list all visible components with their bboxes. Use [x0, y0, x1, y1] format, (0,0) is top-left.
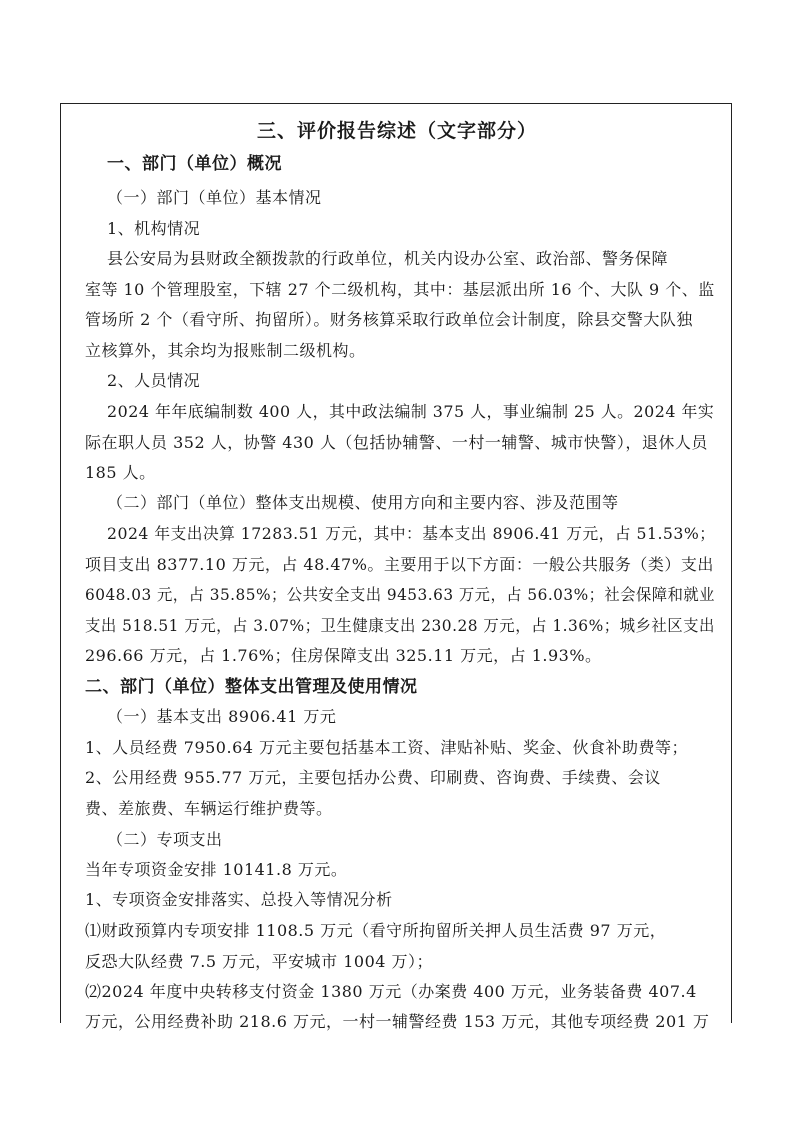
paragraph-line: ⑵2024 年度中央转移支付资金 1380 万元（办案费 400 万元，业务装备费 407.4: [85, 982, 697, 1001]
paragraph-line: 项目支出 8377.10 万元，占 48.47%。主要用于以下方面：一般公共服务（类）支出: [85, 555, 714, 574]
paragraph-line: ⑴财政预算内专项安排 1108.5 万元（看守所拘留所关押人员生活费 97 万元，: [85, 921, 667, 940]
paragraph-line: 6048.03 元，占 35.85%；公共安全支出 9453.63 万元，占 56.03%；社会保障和就业: [85, 585, 715, 604]
subheading-basic-info: （一）部门（单位）基本情况: [107, 188, 322, 207]
subheading-special-expenditure: （二）专项支出: [107, 830, 223, 849]
paragraph-line: 反恐大队经费 7.5 万元，平安城市 1004 万）；: [85, 952, 434, 971]
subheading-expenditure-scale: （二）部门（单位）整体支出规模、使用方向和主要内容、涉及范围等: [107, 493, 619, 512]
paragraph-line: 2、公用经费 955.77 万元，主要包括办公费、印刷费、咨询费、手续费、会议: [85, 768, 661, 787]
heading-expenditure-management: 二、部门（单位）整体支出管理及使用情况: [85, 677, 418, 697]
paragraph-line: 立核算外，其余均为报账制二级机构。: [85, 341, 366, 360]
report-frame: [60, 103, 732, 1031]
paragraph-line: 管场所 2 个（看守所、拘留所）。财务核算采取行政单位会计制度，除县交警大队独: [85, 310, 693, 329]
section-title: 三、评价报告综述（文字部分）: [256, 120, 537, 142]
paragraph-line: 2024 年年底编制数 400 人，其中政法编制 375 人，事业编制 25 人。2024 年实: [107, 402, 715, 421]
paragraph-line: 185 人。: [85, 463, 156, 482]
subheading-fund-analysis: 1、专项资金安排落实、总投入等情况分析: [85, 890, 393, 909]
paragraph-line: 支出 518.51 万元，占 3.07%；卫生健康支出 230.28 万元，占 1.36%；城乡社区支出: [85, 616, 715, 635]
paragraph-line: 296.66 万元，占 1.76%；住房保障支出 325.11 万元，占 1.93%。: [85, 646, 602, 665]
paragraph-line: 费、差旅费、车辆运行维护费等。: [85, 799, 333, 818]
subheading-staff: 2、人员情况: [107, 371, 201, 390]
paragraph-line: 际在职人员 352 人，协警 430 人（包括协辅警、一村一辅警、城市快警），退休人员: [85, 433, 708, 452]
paragraph-line: 1、人员经费 7950.64 万元主要包括基本工资、津贴补贴、奖金、伙食补助费等；: [85, 738, 689, 757]
subheading-basic-expenditure: （一）基本支出 8906.41 万元: [107, 707, 337, 726]
paragraph-line: 2024 年支出决算 17283.51 万元，其中：基本支出 8906.41 万元，占 51.53%；: [107, 524, 716, 543]
subheading-org: 1、机构情况: [107, 219, 201, 238]
paragraph-line: 县公安局为县财政全额拨款的行政单位，机关内设办公室、政治部、警务保障: [107, 249, 669, 268]
paragraph-line: 当年专项资金安排 10141.8 万元。: [85, 860, 348, 879]
heading-dept-overview: 一、部门（单位）概况: [107, 154, 282, 174]
paragraph-line: 万元，公用经费补助 218.6 万元，一村一辅警经费 153 万元，其他专项经费 201 万: [85, 1012, 710, 1031]
paragraph-line: 室等 10 个管理股室，下辖 27 个二级机构，其中：基层派出所 16 个、大队 9 个、监: [85, 280, 715, 299]
